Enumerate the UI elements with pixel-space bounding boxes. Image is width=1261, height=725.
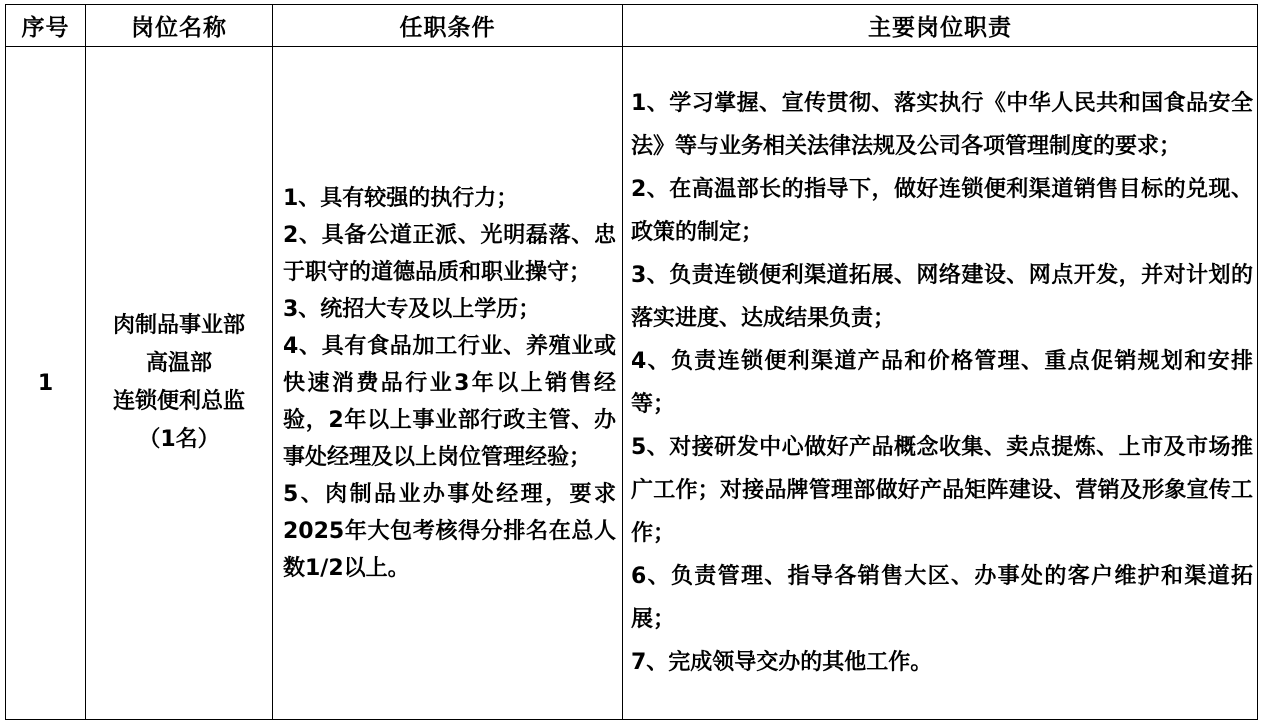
- header-requirements: 任职条件: [273, 5, 623, 47]
- duty-item: 2、在高温部长的指导下，做好连锁便利渠道销售目标的兑现、政策的制定；: [631, 177, 1253, 245]
- header-row: [6, 5, 1258, 47]
- requirement-item: 2、具备公道正派、光明磊落、忠于职守的道德品质和职业操守；: [283, 222, 616, 285]
- duties-cell: [623, 47, 1258, 720]
- duty-item: 6、负责管理、指导各销售大区、办事处的客户维护和渠道拓展；: [631, 564, 1253, 632]
- table-row: [6, 47, 1258, 720]
- position-title: 连锁便利总监: [112, 389, 245, 414]
- job-posting-table: [5, 4, 1258, 720]
- requirements-cell: [273, 47, 623, 720]
- requirement-item: 4、具有食品加工行业、养殖业或快速消费品行业3年以上销售经验，2年以上事业部行政主管、办事处经理及以上岗位管理经验；: [283, 333, 616, 470]
- requirement-item: 3、统招大专及以上学历；: [283, 296, 541, 322]
- position-name-cell: [86, 47, 273, 720]
- duty-item: 3、负责连锁便利渠道拓展、网络建设、网点开发，并对计划的落实进度、达成结果负责；: [631, 263, 1253, 331]
- duty-item: 4、负责连锁便利渠道产品和价格管理、重点促销规划和安排等；: [631, 349, 1253, 417]
- duty-item: 5、对接研发中心做好产品概念收集、卖点提炼、上市及市场推广工作；对接品牌管理部做好产品矩阵建设、营销及形象宣传工作；: [631, 435, 1253, 546]
- header-duties: 主要岗位职责: [623, 5, 1258, 47]
- duty-item: 1、学习掌握、宣传贯彻、落实执行《中华人民共和国食品安全法》等与业务相关法律法规及公司各项管理制度的要求；: [631, 91, 1253, 159]
- requirement-item: 5、肉制品业办事处经理，要求2025年大包考核得分排名在总人数1/2以上。: [283, 481, 616, 581]
- header-position-name: 岗位名称: [86, 5, 273, 47]
- serial-number-cell: 1: [6, 47, 86, 720]
- position-headcount: （1名）: [138, 427, 220, 452]
- requirement-item: 1、具有较强的执行力；: [283, 185, 519, 211]
- header-serial-number: 序号: [6, 5, 86, 47]
- position-department: 肉制品事业部: [112, 313, 245, 338]
- position-division: 高温部: [145, 351, 212, 376]
- duty-item: 7、完成领导交办的其他工作。: [631, 650, 933, 675]
